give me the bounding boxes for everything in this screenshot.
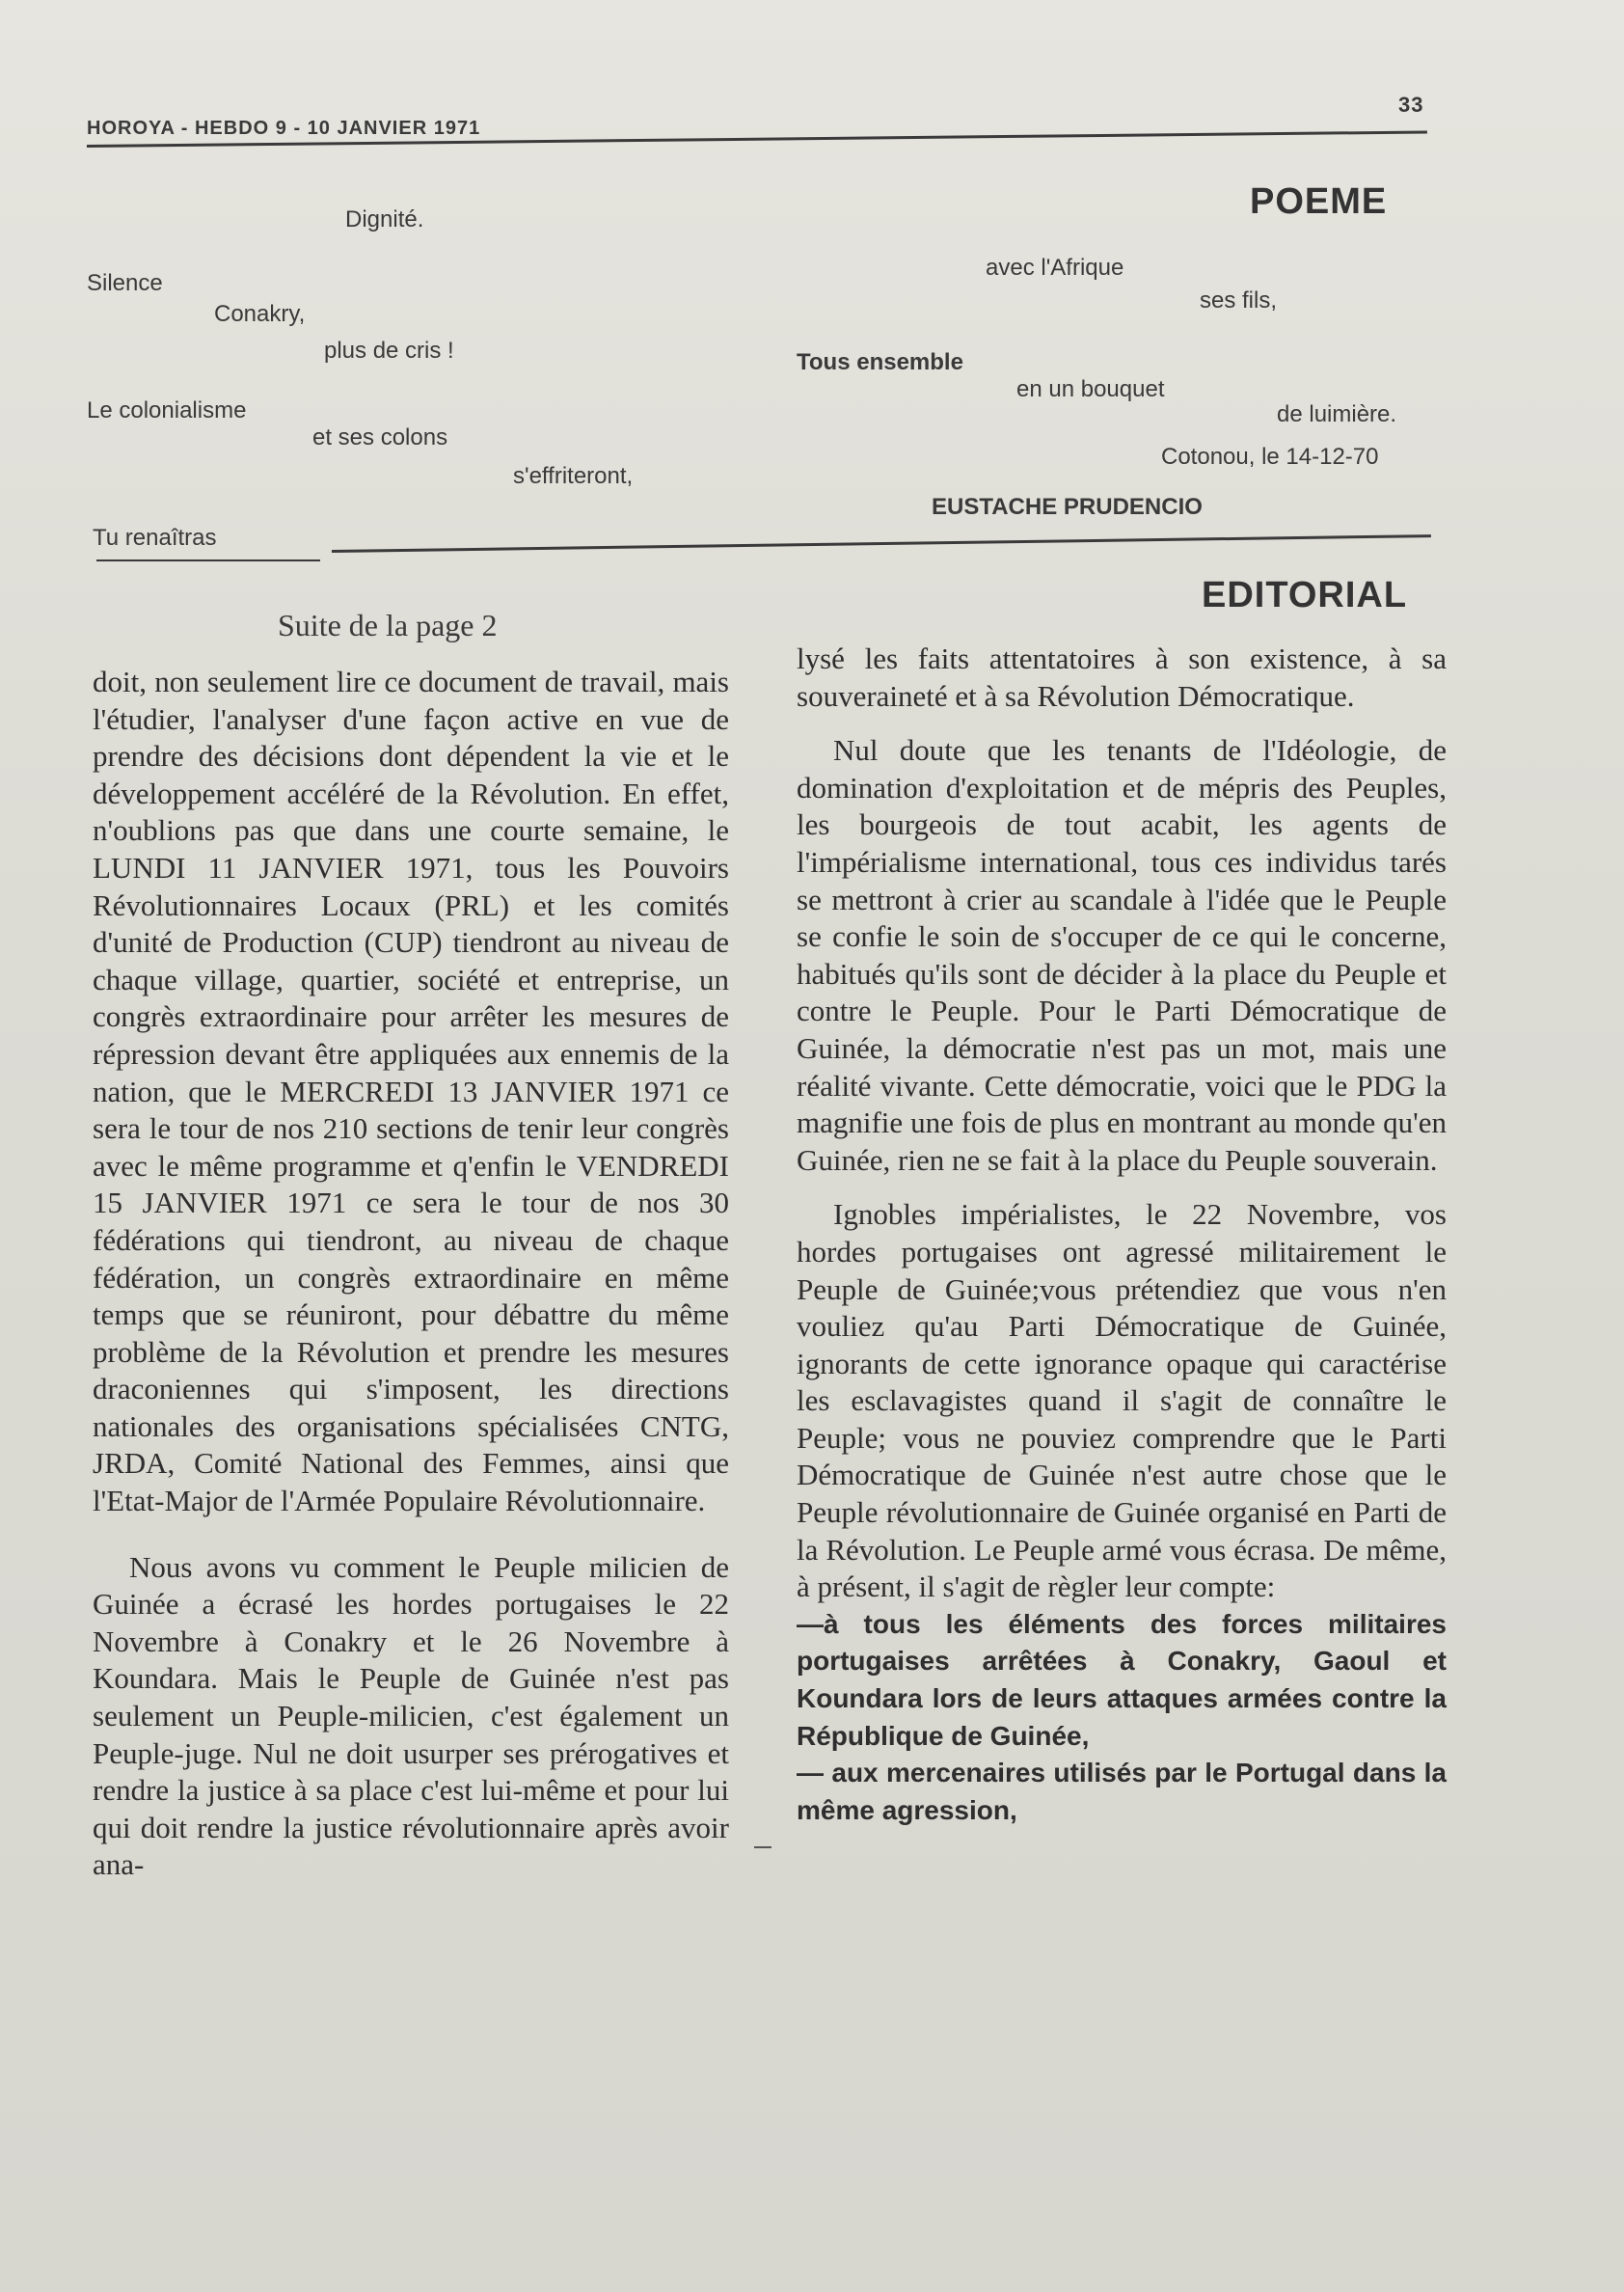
margin-mark [754, 1846, 771, 1848]
page-number: 33 [1398, 93, 1424, 117]
poem-heading: POEME [1250, 181, 1388, 222]
right-paragraph-1: lysé les faits attentatoires à son existence, à sa souveraineté et à sa Révolution Démocratique. [797, 641, 1447, 713]
left-paragraph-2: Nous avons vu comment le Peuple milicien de Guinée a écrasé les hordes portugaises le 22 Novembre à Conakry et le 26 Novembre à Koundara. Mais le Peuple de Guinée n'est pas seulement un Peuple-milicien, c'est également un Peuple-juge. Nul ne doit usurper ses prérogatives et rendre la justice à sa place c'est lui-même et pour lui qui doit rendre la justice révolutionnaire après avoir ana- [93, 1549, 729, 1882]
poem-line-bouquet: en un bouquet [1016, 376, 1165, 402]
poem-line-plus-de-cris: plus de cris ! [324, 338, 454, 364]
poem-line-tous-ensemble: Tous ensemble [797, 349, 963, 375]
editorial-right-column [797, 641, 1447, 1829]
poem-line-colonialisme: Le colonialisme [87, 397, 247, 423]
poem-line-seffriteront: s'effriteront, [513, 463, 634, 489]
continued-from: Suite de la page 2 [278, 608, 498, 642]
poem-author: EUSTACHE PRUDENCIO [932, 494, 1203, 520]
poem-line-ses-fils: ses fils, [1200, 287, 1278, 314]
editorial-left-column [93, 664, 729, 1901]
journal-header: HOROYA - HEBDO 9 - 10 JANVIER 1971 [87, 118, 481, 139]
poem-line-silence: Silence [87, 270, 163, 296]
poem-place-date: Cotonou, le 14-12-70 [1161, 444, 1379, 470]
poem-line-conakry: Conakry, [214, 301, 306, 327]
poem-rule-long [332, 534, 1431, 553]
right-paragraph-2: Nul doute que les tenants de l'Idéologie, de domination d'exploitation et de mépris des Peuples, les bourgeois de tout acabit, les agents de l'impérialisme international, tous ces individus tarés se mettront à crier au scandale à l'idée que le Peuple se confie le soin de s'occuper de ce qui le concerne, habitués qu'ils sont de décider à la place du Peuple et contre le Peuple. Pour le Parti Démocratique de Guinée, la démocratie n'est pas un mot, mais une réalité vivante. Cette démocratie, voici que le PDG la magnifie une fois de plus en montrant au monde qu'en Guinée, rien ne se fait à la place du Peuple souverain. [797, 733, 1447, 1177]
poem-line-et-ses-colons: et ses colons [312, 424, 448, 450]
poem-line-lumiere: de luimière. [1277, 401, 1397, 427]
right-paragraph-3: Ignobles impérialistes, le 22 Novembre, vos hordes portugaises ont agressé militairement le Peuple de Guinée;vous prétendiez que vous n'en vouliez qu'au Parti Démocratique de Guinée, ignorants de cette ignorance opaque qui caractérise les esclavagistes quand il s'agit de connaître le Peuple; vous ne pouviez comprendre que le Parti Démocratique de Guinée n'est autre chose que le Peuple révolutionnaire de Guinée organisé en Parti de la Révolution. Le Peuple armé vous écrasa. De même, à présent, il s'agit de règler leur compte: [797, 1197, 1447, 1604]
editorial-heading: EDITORIAL [1202, 575, 1408, 615]
poem-rule-short [96, 559, 320, 561]
left-paragraph-1: doit, non seulement lire ce document de travail, mais l'étudier, l'analyser d'une façon active en vue de prendre des décisions dont dépendent la vie et le développement accéléré de la Révolution. En effet, n'oublions pas que dans une courte semaine, le LUNDI 11 JANVIER 1971, tous les Pouvoirs Révolutionnaires Locaux (PRL) et les comités d'unité de Production (CUP) tiendront au niveau de chaque village, quartier, société et entreprise, un congrès extraordinaire pour arrêter les mesures de répression devant être appliquées aux ennemis de la nation, que le MERCREDI 13 JANVIER 1971 ce sera le tour de nos 210 sections de tenir leur congrès avec le même programme et q'enfin le VENDREDI 15 JANVIER 1971 ce sera le tour de nos 30 fédérations qui tiendront, au niveau de chaque fédération, un congrès extraordinaire en même temps que se réuniront, pour débattre du même problème de la Révolution et prendre les mesures draconiennes qui s'imposent, les directions nationales des organisations spécialisées CNTG, JRDA, Comité National des Femmes, ainsi que l'Etat-Major de l'Armée Populaire Révolutionnaire. [93, 665, 729, 1518]
right-bold-item-2: — aux mercenaires utilisés par le Portugal dans la même agression, [797, 1758, 1447, 1825]
poem-line-dignite: Dignité. [345, 206, 424, 232]
right-bold-item-1: —à tous les éléments des forces militaires portugaises arrêtées à Conakry, Gaoul et Koundara lors de leurs attaques armées contre la République de Guinée, [797, 1608, 1447, 1751]
poem-line-renaitras: Tu renaîtras [93, 525, 217, 551]
poem-line-avec-afrique: avec l'Afrique [986, 255, 1124, 281]
